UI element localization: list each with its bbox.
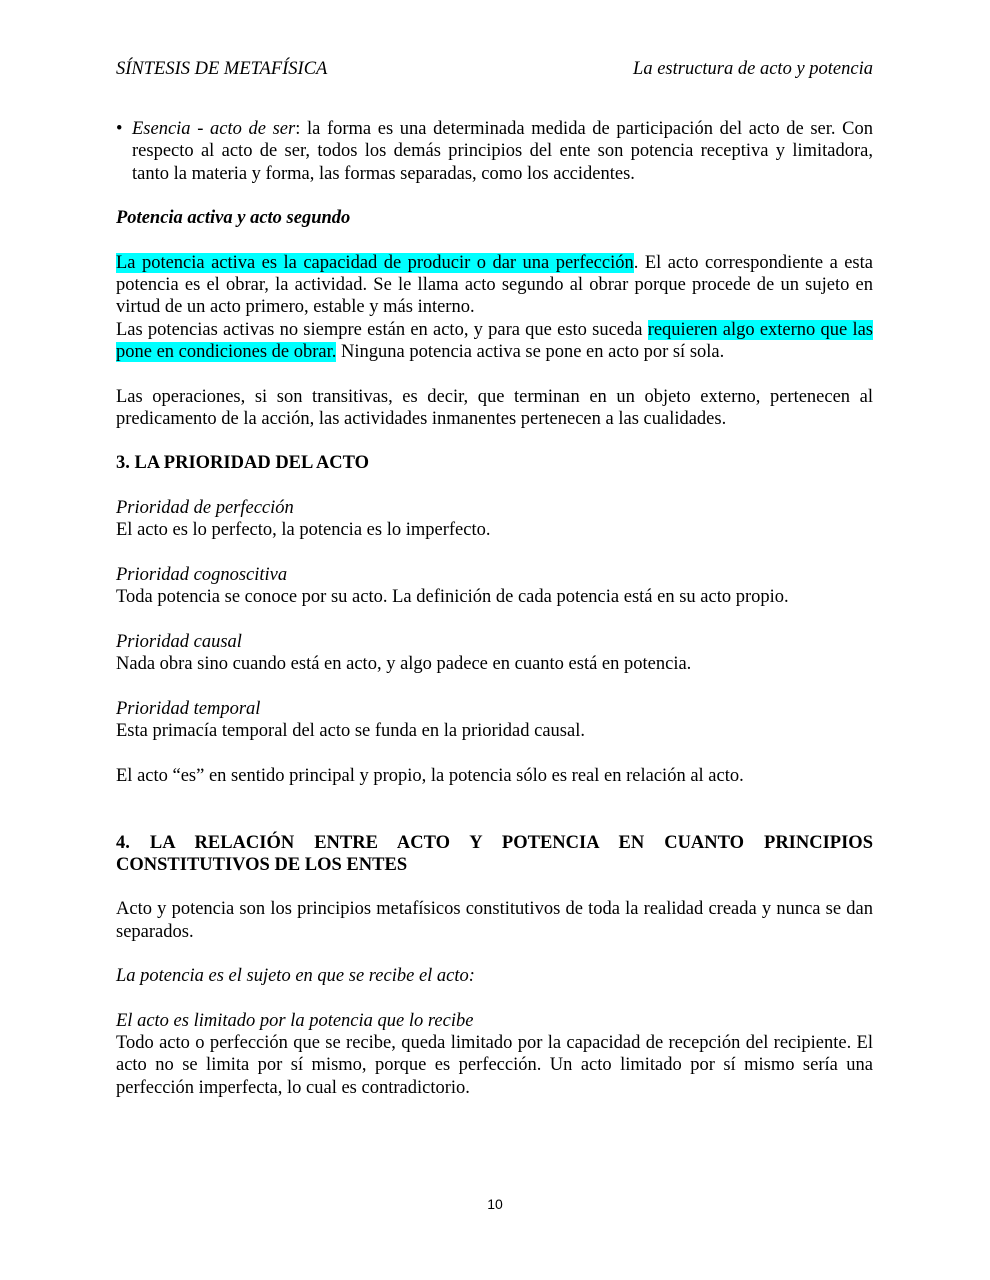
- header-chapter-title: La estructura de acto y potencia: [633, 59, 873, 79]
- subheading-prioridad-cognoscitiva: Prioridad cognoscitiva: [116, 564, 288, 585]
- text-prioridad-cognoscitiva: Toda potencia se conoce por su acto. La definición de cada potencia está en su acto propio.: [116, 587, 789, 608]
- heading-section-3: 3. LA PRIORIDAD DEL ACTO: [116, 453, 370, 474]
- bullet-term: Esencia - acto de ser: [132, 119, 296, 139]
- subheading-acto-limitado: El acto es limitado por la potencia que lo recibe: [116, 1010, 474, 1031]
- paragraph-principios: Acto y potencia son los principios metafísicos constitutivos de toda la realidad creada y nunca se dan separados.: [116, 899, 873, 942]
- subheading-prioridad-perfeccion: Prioridad de perfección: [116, 498, 294, 519]
- subheading-prioridad-causal: Prioridad causal: [116, 631, 242, 652]
- paragraph-text: Las potencias activas no siempre están en acto, y para que esto suceda: [116, 319, 648, 340]
- bullet-text: : la forma es una determinada medida de participación del acto de ser. Con respecto al acto de ser, todos los demás principios del ente son potencia receptiva y limitadora, tanto la materia y forma, las formas separadas, como los accidentes.: [132, 119, 873, 184]
- running-header: [116, 58, 873, 80]
- page-number: 10: [487, 1196, 503, 1212]
- text-prioridad-temporal: Esta primacía temporal del acto se funda en la prioridad causal.: [116, 721, 585, 742]
- paragraph-text: Ninguna potencia activa se pone en acto por sí sola.: [336, 341, 725, 362]
- paragraph-todo-acto: Todo acto o perfección que se recibe, queda limitado por la capacidad de recepción del recipiente. El acto no se limita por sí mismo, porque es perfección. Un acto limitado por sí mismo sería una perfección imperfecta, lo cual es contradictorio.: [116, 1033, 873, 1098]
- highlighted-text: La potencia activa es la capacidad de producir o dar una perfección: [116, 252, 634, 273]
- heading-section-4: 4. LA RELACIÓN ENTRE ACTO Y POTENCIA EN CUANTO PRINCIPIOS CONSTITUTIVOS DE LOS ENTES: [116, 832, 873, 875]
- bullet-marker: •: [116, 119, 123, 139]
- bullet-item-esencia: [116, 118, 873, 185]
- paragraph-operaciones: Las operaciones, si son transitivas, es decir, que terminan en un objeto externo, pertenecen al predicamento de la acción, las actividades inmanentes pertenecen a las cualidades.: [116, 386, 873, 429]
- header-book-title: SÍNTESIS DE METAFÍSICA: [116, 59, 328, 79]
- paragraph-potencia-activa: [116, 252, 873, 319]
- paragraph-acto-es: El acto “es” en sentido principal y propio, la potencia sólo es real en relación al acto.: [116, 765, 744, 786]
- page-body: [116, 118, 873, 1099]
- text-prioridad-causal: Nada obra sino cuando está en acto, y algo padece en cuanto está en potencia.: [116, 654, 692, 675]
- subheading-potencia-sujeto: La potencia es el sujeto en que se recibe el acto:: [116, 966, 475, 987]
- paragraph-text: . El acto correspondiente a esta potencia es el obrar, la actividad. Se le llama acto segundo al obrar porque procede de un sujeto en virtud de un acto primero, estable y más interno.: [116, 252, 873, 318]
- subheading-prioridad-temporal: Prioridad temporal: [116, 698, 261, 719]
- heading-potencia-activa: Potencia activa y acto segundo: [116, 208, 351, 229]
- paragraph-potencias-activas: [116, 319, 873, 364]
- highlighted-text: requieren algo externo que las pone en condiciones de obrar.: [116, 319, 873, 362]
- text-prioridad-perfeccion: El acto es lo perfecto, la potencia es lo imperfecto.: [116, 520, 491, 541]
